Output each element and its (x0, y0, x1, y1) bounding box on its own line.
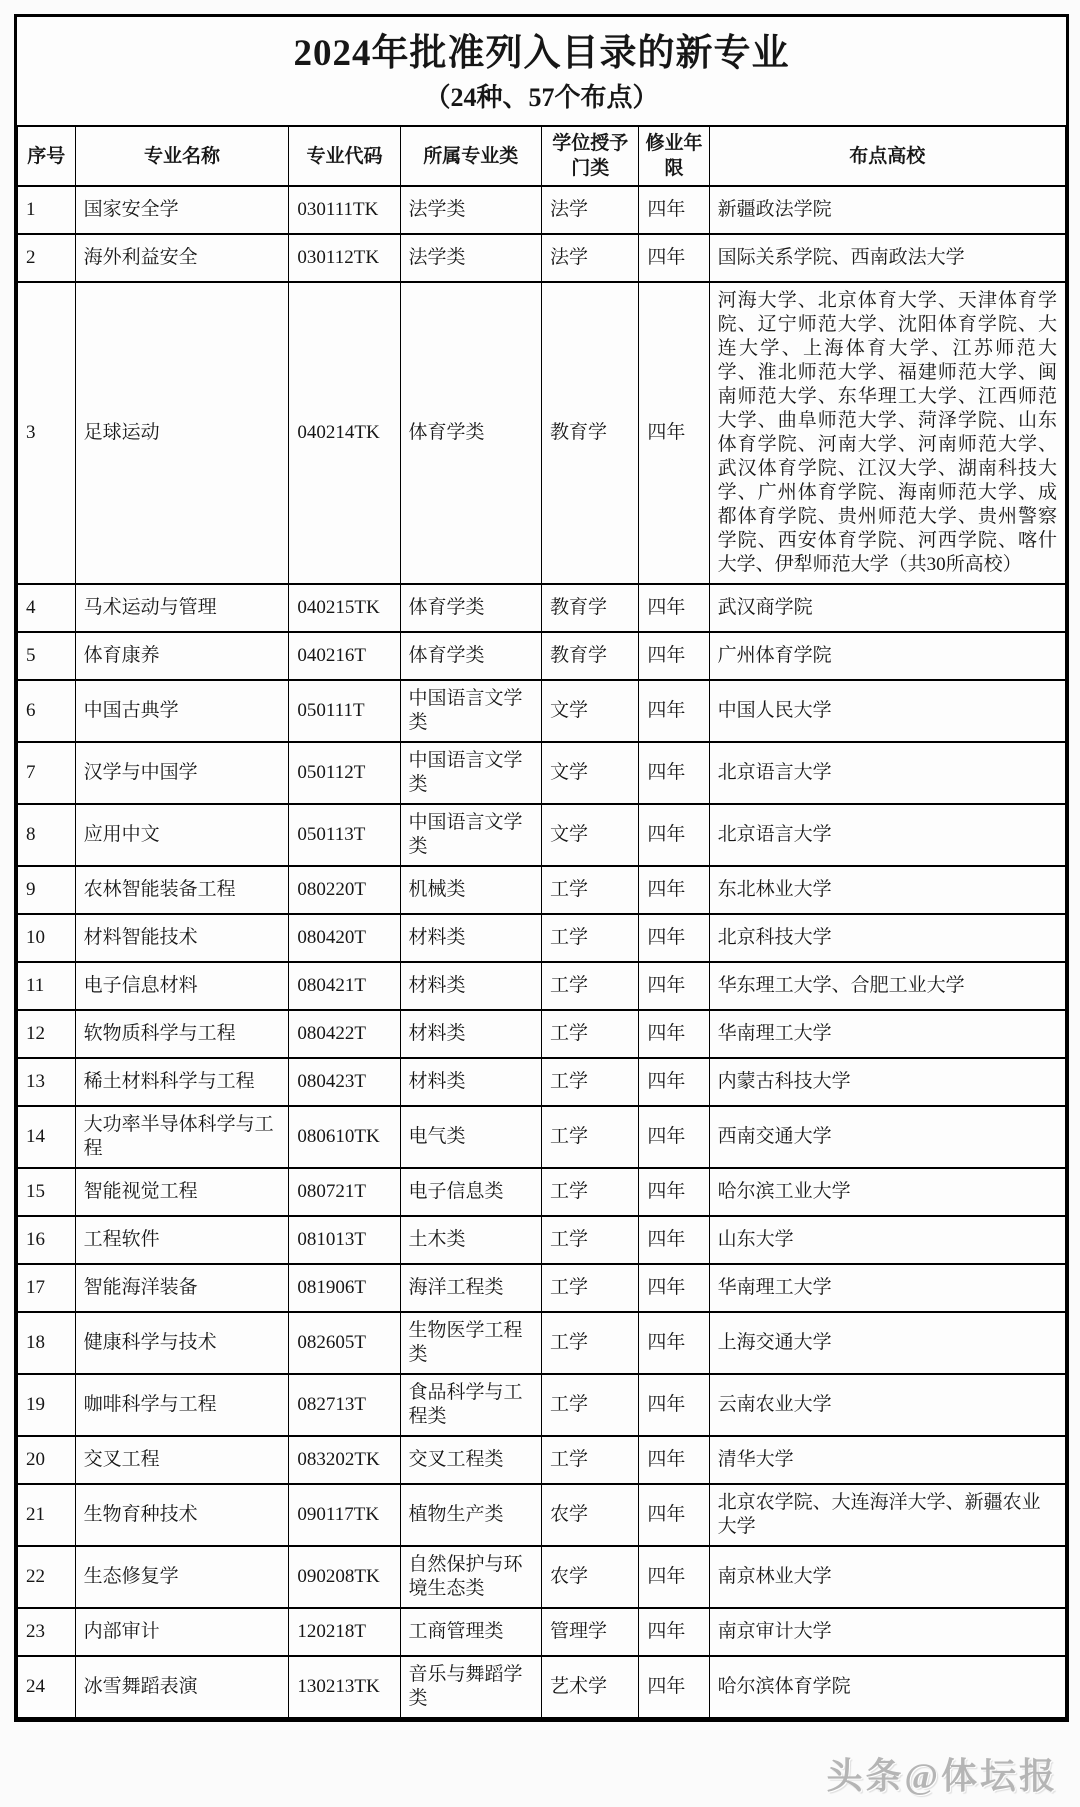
cell-major-name: 足球运动 (75, 282, 289, 584)
cell-schools: 内蒙古科技大学 (709, 1058, 1065, 1106)
table-row (18, 1058, 1066, 1106)
cell-schools: 清华大学 (709, 1436, 1065, 1484)
cell-schools: 北京农学院、大连海洋大学、新疆农业大学 (709, 1484, 1065, 1546)
cell-schools: 北京科技大学 (709, 914, 1065, 962)
cell-study-years: 四年 (639, 234, 709, 282)
cell-major-code: 080420T (289, 914, 400, 962)
cell-row-number: 12 (18, 1010, 76, 1058)
cell-major-code: 050112T (289, 742, 400, 804)
cell-schools: 北京语言大学 (709, 804, 1065, 866)
cell-row-number: 4 (18, 584, 76, 632)
cell-major-code: 082713T (289, 1374, 400, 1436)
cell-major-name: 交叉工程 (75, 1436, 289, 1484)
cell-schools: 南京林业大学 (709, 1546, 1065, 1608)
cell-schools: 上海交通大学 (709, 1312, 1065, 1374)
cell-major-name: 汉学与中国学 (75, 742, 289, 804)
cell-study-years: 四年 (639, 1168, 709, 1216)
page-title: 2024年批准列入目录的新专业 (293, 33, 790, 74)
cell-category: 材料类 (400, 1058, 541, 1106)
cell-study-years: 四年 (639, 584, 709, 632)
cell-major-code: 080423T (289, 1058, 400, 1106)
cell-degree-type: 工学 (541, 1436, 638, 1484)
cell-category: 植物生产类 (400, 1484, 541, 1546)
cell-row-number: 10 (18, 914, 76, 962)
cell-schools: 河海大学、北京体育大学、天津体育学院、辽宁师范大学、沈阳体育学院、大连大学、上海体育大学、江苏师范大学、淮北师范大学、福建师范大学、闽南师范大学、东华理工大学、江西师范大学、曲阜师范大学、菏泽学院、山东体育学院、河南大学、河南师范大学、武汉体育学院、江汉大学、湖南科技大学、广州体育学院、海南师范大学、成都体育学院、贵州师范大学、贵州警察学院、西安体育学院、河西学院、喀什大学、伊犁师范大学（共30所高校） (709, 282, 1065, 584)
cell-degree-type: 工学 (541, 1106, 638, 1168)
col-header-code: 专业代码 (289, 126, 400, 186)
cell-category: 法学类 (400, 234, 541, 282)
cell-major-code: 050111T (289, 680, 400, 742)
cell-major-code: 050113T (289, 804, 400, 866)
cell-row-number: 20 (18, 1436, 76, 1484)
table-row (18, 584, 1066, 632)
cell-major-code: 120218T (289, 1608, 400, 1656)
cell-schools: 北京语言大学 (709, 742, 1065, 804)
majors-table-body (18, 186, 1066, 1718)
cell-schools: 武汉商学院 (709, 584, 1065, 632)
cell-schools: 新疆政法学院 (709, 186, 1065, 234)
col-header-schools: 布点高校 (709, 126, 1065, 186)
cell-row-number: 2 (18, 234, 76, 282)
cell-category: 中国语言文学类 (400, 742, 541, 804)
cell-study-years: 四年 (639, 866, 709, 914)
cell-category: 材料类 (400, 1010, 541, 1058)
col-header-no: 序号 (18, 126, 76, 186)
catalog-table-frame (14, 14, 1069, 1722)
cell-degree-type: 工学 (541, 1374, 638, 1436)
cell-major-name: 健康科学与技术 (75, 1312, 289, 1374)
col-header-category: 所属专业类 (400, 126, 541, 186)
cell-major-name: 应用中文 (75, 804, 289, 866)
cell-major-code: 040214TK (289, 282, 400, 584)
table-row (18, 914, 1066, 962)
cell-study-years: 四年 (639, 1656, 709, 1718)
cell-major-name: 稀土材料科学与工程 (75, 1058, 289, 1106)
table-row (18, 1546, 1066, 1608)
cell-major-code: 080422T (289, 1010, 400, 1058)
cell-row-number: 17 (18, 1264, 76, 1312)
cell-degree-type: 工学 (541, 1168, 638, 1216)
cell-major-code: 040216T (289, 632, 400, 680)
cell-major-code: 030112TK (289, 234, 400, 282)
cell-major-code: 080220T (289, 866, 400, 914)
cell-row-number: 22 (18, 1546, 76, 1608)
cell-category: 自然保护与环境生态类 (400, 1546, 541, 1608)
cell-degree-type: 工学 (541, 866, 638, 914)
cell-major-code: 082605T (289, 1312, 400, 1374)
cell-study-years: 四年 (639, 1216, 709, 1264)
table-row (18, 282, 1066, 584)
cell-study-years: 四年 (639, 1608, 709, 1656)
cell-schools: 山东大学 (709, 1216, 1065, 1264)
cell-major-name: 材料智能技术 (75, 914, 289, 962)
cell-degree-type: 法学 (541, 186, 638, 234)
cell-category: 音乐与舞蹈学类 (400, 1656, 541, 1718)
cell-degree-type: 文学 (541, 804, 638, 866)
header-row (18, 126, 1066, 186)
table-row (18, 1312, 1066, 1374)
cell-schools: 华南理工大学 (709, 1264, 1065, 1312)
cell-schools: 东北林业大学 (709, 866, 1065, 914)
cell-row-number: 11 (18, 962, 76, 1010)
cell-study-years: 四年 (639, 1436, 709, 1484)
cell-degree-type: 教育学 (541, 632, 638, 680)
cell-major-code: 090117TK (289, 1484, 400, 1546)
col-header-years: 修业年限 (639, 126, 709, 186)
cell-study-years: 四年 (639, 914, 709, 962)
cell-degree-type: 工学 (541, 1312, 638, 1374)
cell-study-years: 四年 (639, 962, 709, 1010)
cell-study-years: 四年 (639, 1106, 709, 1168)
cell-major-code: 130213TK (289, 1656, 400, 1718)
cell-row-number: 3 (18, 282, 76, 584)
cell-category: 体育学类 (400, 632, 541, 680)
cell-degree-type: 文学 (541, 680, 638, 742)
cell-degree-type: 文学 (541, 742, 638, 804)
cell-schools: 西南交通大学 (709, 1106, 1065, 1168)
cell-category: 材料类 (400, 914, 541, 962)
col-header-name: 专业名称 (75, 126, 289, 186)
cell-category: 土木类 (400, 1216, 541, 1264)
cell-category: 海洋工程类 (400, 1264, 541, 1312)
cell-major-name: 智能海洋装备 (75, 1264, 289, 1312)
title-block (17, 17, 1066, 125)
cell-major-code: 080610TK (289, 1106, 400, 1168)
cell-row-number: 16 (18, 1216, 76, 1264)
cell-major-name: 马术运动与管理 (75, 584, 289, 632)
watermark: 头条@体坛报 (826, 1756, 1058, 1796)
cell-major-name: 中国古典学 (75, 680, 289, 742)
cell-category: 电气类 (400, 1106, 541, 1168)
cell-row-number: 5 (18, 632, 76, 680)
cell-schools: 广州体育学院 (709, 632, 1065, 680)
cell-degree-type: 教育学 (541, 584, 638, 632)
cell-study-years: 四年 (639, 1484, 709, 1546)
col-header-degree: 学位授予门类 (541, 126, 638, 186)
majors-table (17, 125, 1066, 1719)
cell-major-name: 智能视觉工程 (75, 1168, 289, 1216)
cell-row-number: 8 (18, 804, 76, 866)
cell-category: 交叉工程类 (400, 1436, 541, 1484)
cell-major-code: 083202TK (289, 1436, 400, 1484)
cell-major-name: 生态修复学 (75, 1546, 289, 1608)
cell-row-number: 21 (18, 1484, 76, 1546)
cell-schools: 哈尔滨工业大学 (709, 1168, 1065, 1216)
cell-major-name: 大功率半导体科学与工程 (75, 1106, 289, 1168)
table-row (18, 1608, 1066, 1656)
cell-degree-type: 管理学 (541, 1608, 638, 1656)
cell-degree-type: 工学 (541, 1058, 638, 1106)
table-row (18, 1216, 1066, 1264)
cell-row-number: 1 (18, 186, 76, 234)
cell-study-years: 四年 (639, 1010, 709, 1058)
cell-study-years: 四年 (639, 186, 709, 234)
table-row (18, 742, 1066, 804)
cell-major-name: 电子信息材料 (75, 962, 289, 1010)
cell-study-years: 四年 (639, 1374, 709, 1436)
cell-category: 中国语言文学类 (400, 680, 541, 742)
cell-schools: 中国人民大学 (709, 680, 1065, 742)
table-row (18, 1656, 1066, 1718)
table-row (18, 1484, 1066, 1546)
cell-degree-type: 法学 (541, 234, 638, 282)
cell-study-years: 四年 (639, 282, 709, 584)
table-row (18, 186, 1066, 234)
cell-major-name: 国家安全学 (75, 186, 289, 234)
cell-major-name: 海外利益安全 (75, 234, 289, 282)
cell-row-number: 19 (18, 1374, 76, 1436)
cell-category: 体育学类 (400, 584, 541, 632)
table-row (18, 234, 1066, 282)
cell-row-number: 13 (18, 1058, 76, 1106)
cell-major-code: 030111TK (289, 186, 400, 234)
cell-degree-type: 工学 (541, 962, 638, 1010)
cell-row-number: 7 (18, 742, 76, 804)
cell-row-number: 14 (18, 1106, 76, 1168)
cell-major-code: 040215TK (289, 584, 400, 632)
table-row (18, 1168, 1066, 1216)
cell-study-years: 四年 (639, 1312, 709, 1374)
cell-study-years: 四年 (639, 742, 709, 804)
cell-category: 电子信息类 (400, 1168, 541, 1216)
cell-major-code: 090208TK (289, 1546, 400, 1608)
cell-study-years: 四年 (639, 1264, 709, 1312)
cell-major-name: 工程软件 (75, 1216, 289, 1264)
table-row (18, 1264, 1066, 1312)
page-subtitle: （24种、57个布点） (424, 83, 659, 112)
cell-category: 工商管理类 (400, 1608, 541, 1656)
cell-degree-type: 农学 (541, 1484, 638, 1546)
cell-major-name: 生物育种技术 (75, 1484, 289, 1546)
cell-schools: 云南农业大学 (709, 1374, 1065, 1436)
cell-schools: 南京审计大学 (709, 1608, 1065, 1656)
cell-study-years: 四年 (639, 804, 709, 866)
cell-major-code: 081906T (289, 1264, 400, 1312)
cell-row-number: 24 (18, 1656, 76, 1718)
table-row (18, 680, 1066, 742)
cell-major-code: 080721T (289, 1168, 400, 1216)
cell-degree-type: 工学 (541, 1264, 638, 1312)
cell-category: 机械类 (400, 866, 541, 914)
cell-schools: 华南理工大学 (709, 1010, 1065, 1058)
cell-major-name: 软物质科学与工程 (75, 1010, 289, 1058)
table-row (18, 804, 1066, 866)
table-row (18, 632, 1066, 680)
cell-major-name: 咖啡科学与工程 (75, 1374, 289, 1436)
cell-row-number: 18 (18, 1312, 76, 1374)
cell-major-code: 080421T (289, 962, 400, 1010)
cell-category: 食品科学与工程类 (400, 1374, 541, 1436)
cell-category: 体育学类 (400, 282, 541, 584)
cell-degree-type: 教育学 (541, 282, 638, 584)
table-row (18, 962, 1066, 1010)
cell-study-years: 四年 (639, 680, 709, 742)
cell-schools: 哈尔滨体育学院 (709, 1656, 1065, 1718)
cell-degree-type: 工学 (541, 1216, 638, 1264)
cell-category: 生物医学工程类 (400, 1312, 541, 1374)
cell-study-years: 四年 (639, 1546, 709, 1608)
cell-major-name: 冰雪舞蹈表演 (75, 1656, 289, 1718)
cell-study-years: 四年 (639, 1058, 709, 1106)
table-row (18, 866, 1066, 914)
cell-schools: 华东理工大学、合肥工业大学 (709, 962, 1065, 1010)
cell-row-number: 6 (18, 680, 76, 742)
cell-category: 中国语言文学类 (400, 804, 541, 866)
table-row (18, 1374, 1066, 1436)
cell-row-number: 15 (18, 1168, 76, 1216)
cell-row-number: 9 (18, 866, 76, 914)
cell-row-number: 23 (18, 1608, 76, 1656)
table-row (18, 1010, 1066, 1058)
cell-major-name: 农林智能装备工程 (75, 866, 289, 914)
cell-degree-type: 工学 (541, 1010, 638, 1058)
table-row (18, 1436, 1066, 1484)
cell-degree-type: 工学 (541, 914, 638, 962)
cell-major-name: 体育康养 (75, 632, 289, 680)
table-row (18, 1106, 1066, 1168)
cell-category: 法学类 (400, 186, 541, 234)
cell-study-years: 四年 (639, 632, 709, 680)
cell-schools: 国际关系学院、西南政法大学 (709, 234, 1065, 282)
cell-category: 材料类 (400, 962, 541, 1010)
cell-degree-type: 农学 (541, 1546, 638, 1608)
cell-major-name: 内部审计 (75, 1608, 289, 1656)
cell-major-code: 081013T (289, 1216, 400, 1264)
cell-degree-type: 艺术学 (541, 1656, 638, 1718)
